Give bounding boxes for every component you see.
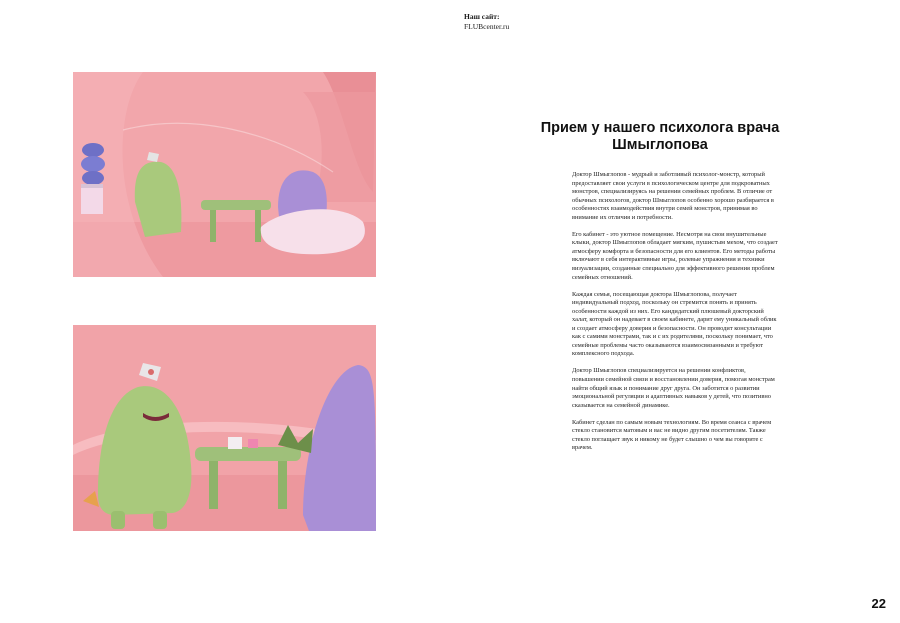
- title-line-2: Шмыглопова: [612, 137, 708, 153]
- office-render-1: [73, 72, 376, 277]
- article-title: [520, 120, 800, 154]
- office-photo-closeup: [73, 325, 376, 531]
- office-render-2: [73, 325, 376, 531]
- paragraph: Кабинет сделан по самым новым технологиям. Во время сеанса с врачем стекло становится матовым и вас не видно другим посетителям. Также стекло поглащает звук и никому не будет слышно о чем вы говорите с врачем.: [572, 418, 772, 452]
- paragraph: Доктор Шмыглопов специализируется на решении конфликтов, повышении семейной связи и восстановлении доверия, помогая монстрам найти общий язык и понимание друг друга. Он заботится о развитии эмоциональной регуляции и адаптивных навыков у детей, что позитивно сказывается на семейной динамике.: [572, 367, 775, 409]
- office-photo-wide: [73, 72, 376, 277]
- paragraph: Каждая семья, посещающая доктора Шмыглопова, получает индивидуальный подход, поскольку он стремится понять и принять особенности каждой из них. Его кандидатский плюшевый докторский халат, который он надевает в своем кабинете, дарит ему уникальный облик и создает атмосферу доверия и безопасности. Он проводит консультации как с самими монстрами, так и с их родителями, поскольку понимает, что семейные проблемы часто оказываются взаимосвязанными и требуют комплексного подхода.: [572, 290, 777, 358]
- site-label: Наш сайт:: [464, 12, 500, 21]
- paragraph: Доктор Шмыглопов - мудрый и заботливый психолог-монстр, который предоставляет свои услуги в психологическом центре для подкроватных монстров, специализируясь на решении семейных проблем. В отличие от обычных психологов, доктор Шмыглопов особенно хорошо разбирается в особенностях взаимодействия внутри семей монстров, принимая во внимание их отличия и потребности.: [572, 171, 774, 221]
- site-url: FLUBcenter.ru: [464, 22, 510, 31]
- title-line-1: Прием у нашего психолога врача: [540, 120, 780, 136]
- article-body: [572, 171, 778, 461]
- site-info: [464, 12, 509, 32]
- paragraph: Его кабинет - это уютное помещение. Несмотря на свои внушительные клыки, доктор Шмыглопов обладает мягким, пушистым мехом, что создает атмосферу комфорта и безопасности для его клиентов. Его методы работы включают в себя интерактивные игры, ролевые упражнения и техники визуализации, созданные специально для эффективного решения проблем семейных отношений.: [572, 230, 778, 281]
- page-number: 22: [871, 596, 886, 611]
